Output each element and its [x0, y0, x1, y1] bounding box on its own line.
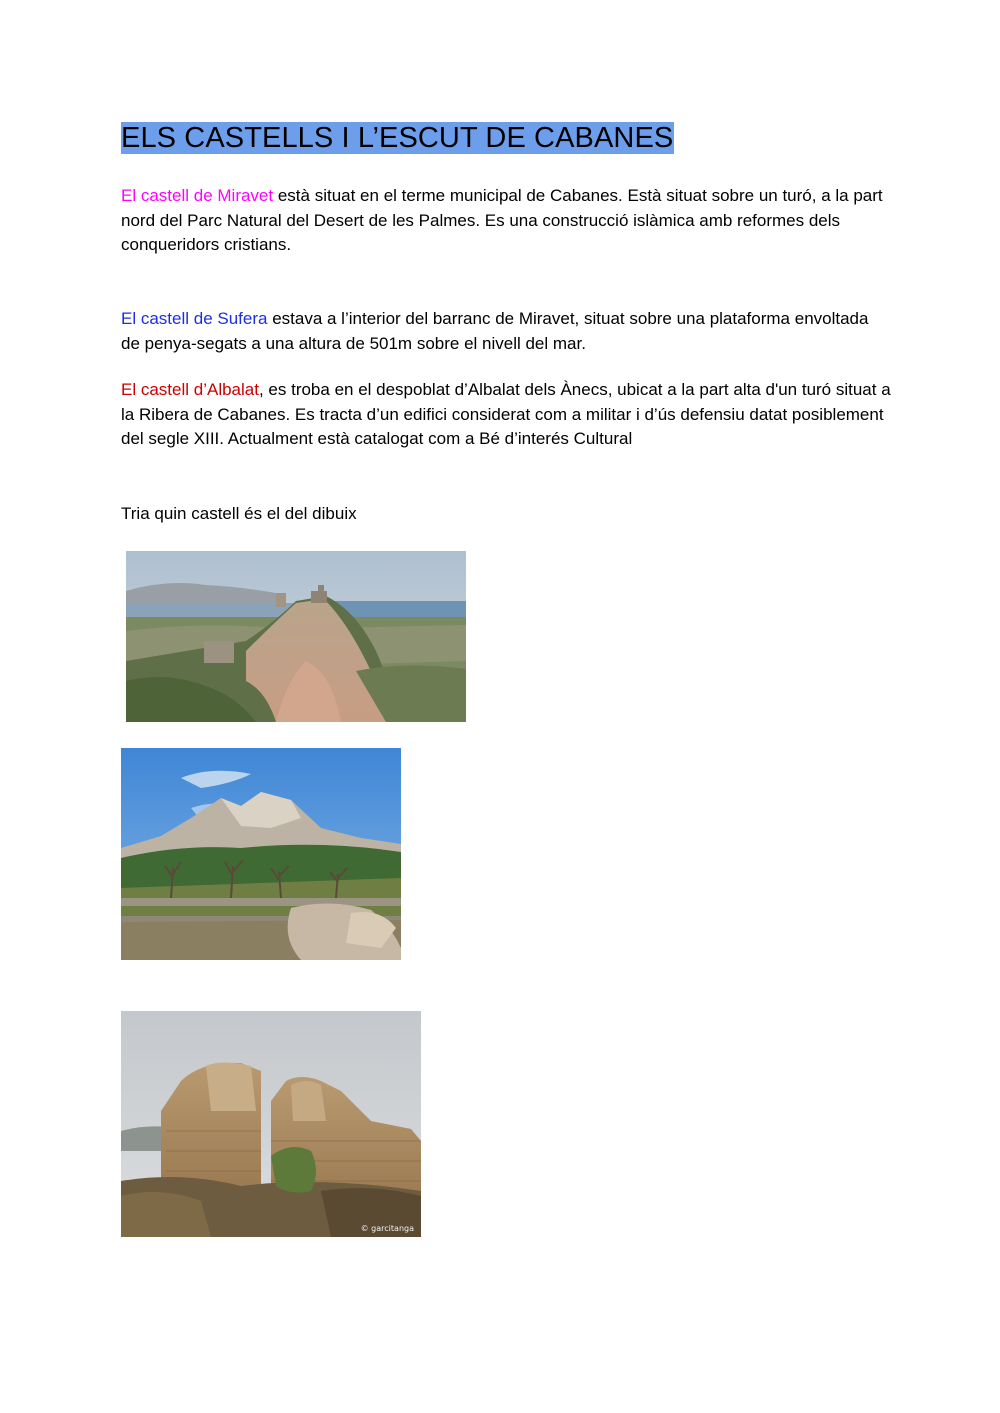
photo-castle-2[interactable]: [121, 748, 401, 960]
photo-castle-1[interactable]: [126, 551, 466, 722]
photo-watermark: © garcitanga: [360, 1224, 414, 1233]
castle-name-albalat: El castell d’Albalat: [121, 380, 259, 399]
paragraph-miravet-text: està situat en el terme municipal de Cabanes. Està situat sobre un turó, a la part nord del Parc Natural del Desert de les Palmes. Es una construcció islàmica amb reformes dels conqueridors cristians.: [121, 186, 883, 254]
paragraph-sufera-text: estava a l’interior del barranc de Miravet, situat sobre una plataforma envoltada de penya-segats a una altura de 501m sobre el nivell del mar.: [121, 309, 869, 353]
paragraph-albalat: [121, 378, 891, 452]
photo-castle-3-illustration: [121, 1011, 421, 1237]
paragraph-albalat-text: , es troba en el despoblat d’Albalat dels Ànecs, ubicat a la part alta d'un turó situat a la Ribera de Cabanes. Es tracta d’un edifici considerat com a militar i d’ús defensiu datat posiblement del segle XIII. Actualment està catalogat com a Bé d’interés Cultural: [121, 380, 891, 448]
castle-name-sufera: El castell de Sufera: [121, 309, 268, 328]
prompt-text: Tria quin castell és el del dibuix: [121, 504, 357, 523]
photo-castle-2-illustration: [121, 748, 401, 960]
photo-castle-1-illustration: [126, 551, 466, 722]
page-title-text: ELS CASTELLS I L’ESCUT DE CABANES: [121, 122, 674, 154]
photo-castle-3[interactable]: [121, 1011, 421, 1237]
page-title: [121, 119, 674, 157]
paragraph-miravet: [121, 184, 891, 258]
castle-name-miravet: El castell de Miravet: [121, 186, 274, 205]
paragraph-sufera: [121, 307, 891, 356]
